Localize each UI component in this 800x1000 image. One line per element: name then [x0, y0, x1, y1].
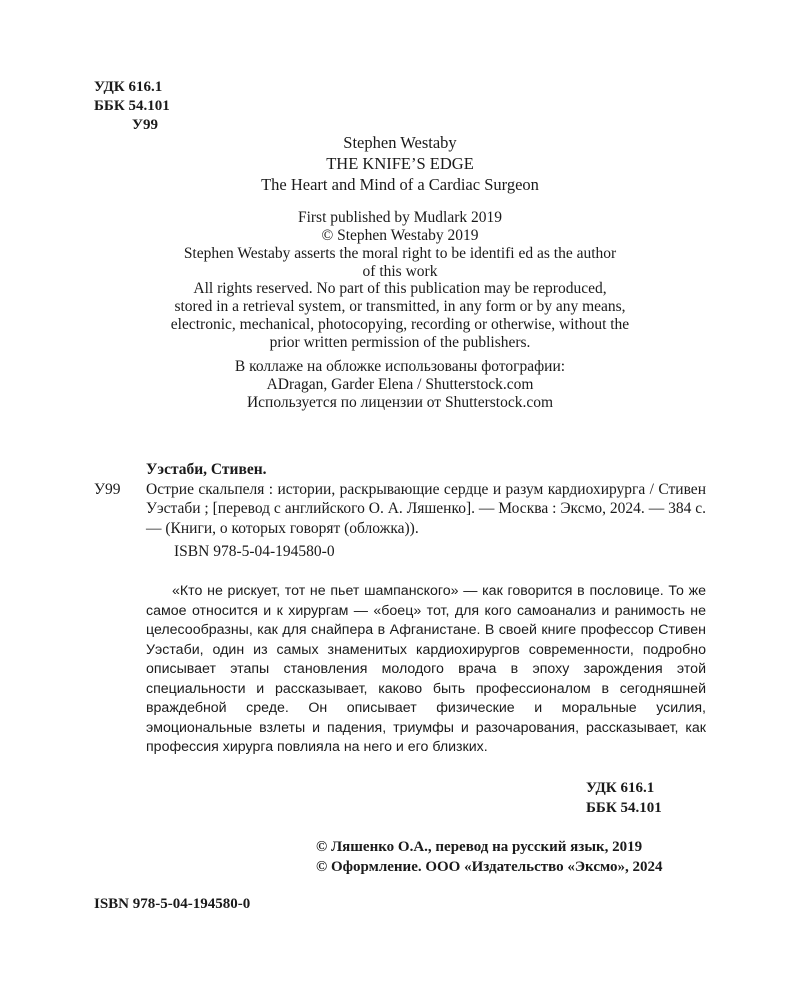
- design-copyright: © Оформление. ООО «Издательство «Эксмо», 2024: [316, 858, 663, 875]
- first-published: First published by Mudlark 2019: [297, 209, 503, 226]
- original-title-block: [80, 132, 720, 195]
- catalog-card: [94, 460, 706, 562]
- rights-line-1: All rights reserved. No part of this publication may be reproduced,: [193, 280, 607, 297]
- original-author: Stephen Westaby: [343, 133, 457, 152]
- isbn-bottom: ISBN 978-5-04-194580-0: [94, 896, 251, 912]
- bbk-code: ББК 54.101: [94, 98, 170, 114]
- copyright-notices: [316, 838, 708, 877]
- translation-copyright: © Ляшенко О.А., перевод на русский язык, 2019: [316, 839, 643, 855]
- bottom-classification: [586, 778, 706, 818]
- moral-right-line-2: of this work: [362, 263, 438, 280]
- rights-line-4: prior written permission of the publishers.: [269, 334, 531, 351]
- rights-notice: [80, 280, 720, 352]
- catalog-author-heading: Уэстаби, Стивен.: [146, 461, 267, 478]
- bottom-udk-code: УДК 616.1: [586, 780, 655, 796]
- cover-credits-line-1: В коллаже на обложке использованы фотографии:: [234, 358, 566, 375]
- udk-code: УДК 616.1: [94, 79, 163, 95]
- classification-block: [94, 78, 170, 135]
- cover-credits-line-3: Используется по лицензии от Shutterstock.com: [246, 394, 554, 411]
- original-subtitle: The Heart and Mind of a Cardiac Surgeon: [261, 175, 539, 194]
- catalog-description: Острие скальпеля : истории, раскрывающие сердце и разум кардиохирурга / Стивен Уэстаби ; [перевод с английского О. А. Ляшенко]. — Москва : Эксмо, 2024. — 384 с. — (Книги, о которых говорят (обложка)).: [146, 480, 706, 537]
- author-mark: У99: [132, 117, 159, 133]
- catalog-isbn: ISBN 978-5-04-194580-0: [174, 543, 335, 560]
- rights-line-2: stored in a retrieval system, or transmitted, in any form or by any means,: [174, 298, 626, 315]
- catalog-entry: [94, 480, 706, 539]
- annotation-paragraph: «Кто не рискует, тот не пьет шампанского» — как говорится в пословице. То же самое относится и к хирургам — «боец» тот, для кого самоанализ и ранимость не целесообразны, как для снайпера в Афганистане. В своей книге профессор Стивен Уэстаби, один из самых знаменитых кардиохирургов современности, подробно описывает этапы становления молодого врача в эпоху зарождения этой специальности и рассказывает, каково быть профессионалом в сегодняшней враждебной среде. Он описывает физические и моральные усилия, эмоциональные взлеты и падения, триумфы и разочарования, рассказывает, как профессия хирурга повлияла на него и его близких.: [146, 583, 706, 755]
- publication-info: [80, 209, 720, 281]
- moral-right-line-1: Stephen Westaby asserts the moral right to be identifi ed as the author: [183, 245, 617, 262]
- cover-credits-line-2: ADragan, Garder Elena / Shutterstock.com: [266, 376, 534, 393]
- original-copyright: © Stephen Westaby 2019: [321, 227, 479, 244]
- catalog-code: У99: [94, 480, 121, 498]
- rights-line-3: electronic, mechanical, photocopying, recording or otherwise, without the: [170, 316, 630, 333]
- bottom-bbk-code: ББК 54.101: [586, 800, 662, 816]
- original-title: THE KNIFE’S EDGE: [326, 154, 474, 173]
- cover-credits: [80, 358, 720, 412]
